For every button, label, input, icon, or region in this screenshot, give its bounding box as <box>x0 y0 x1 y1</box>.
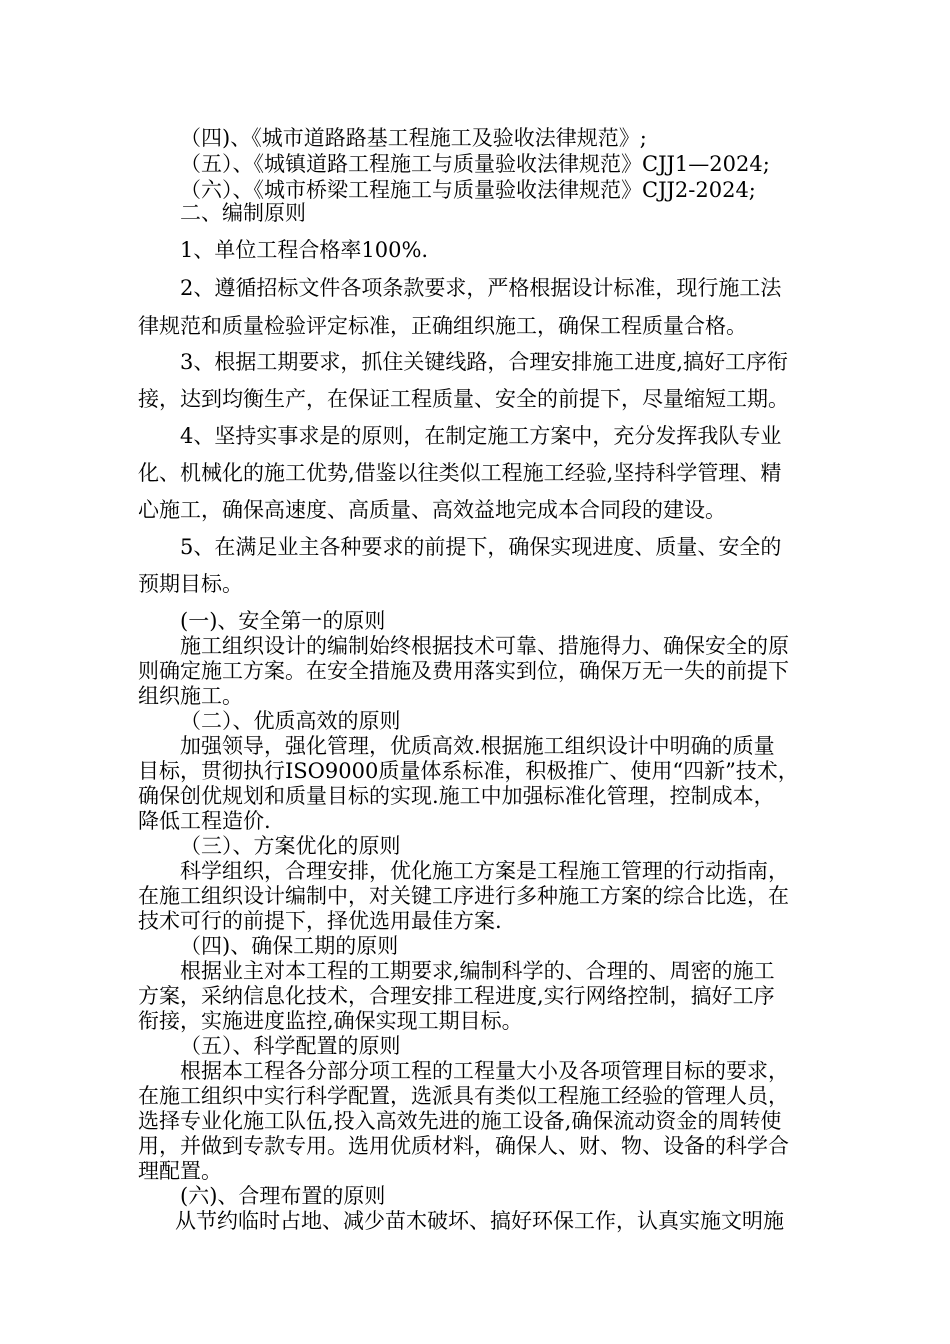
subsection-heading: （二）、优质高效的原则 <box>180 709 401 733</box>
body-line: 选择专业化施工队伍,投入高效先进的施工设备,确保流动资金的周转使 <box>138 1109 782 1133</box>
subsection-heading: （三）、方案优化的原则 <box>180 834 401 858</box>
body-line: 组织施工。 <box>138 684 243 708</box>
body-line: 在施工组织中实行科学配置，选派具有类似工程施工经验的管理人员， <box>138 1084 789 1108</box>
body-line: 根据业主对本工程的工期要求,编制科学的、合理的、周密的施工 <box>180 959 775 983</box>
body-line: 用，并做到专款专用。选用优质材料，确保人、财、物、设备的科学合 <box>138 1134 789 1158</box>
principle-paragraph: 4、坚持实事求是的原则，在制定施工方案中，充分发挥我队专业 <box>180 424 782 448</box>
principle-paragraph: 接，达到均衡生产，在保证工程质量、安全的前提下，尽量缩短工期。 <box>138 387 789 411</box>
body-line: 方案，采纳信息化技术，合理安排工程进度,实行网络控制，搞好工序 <box>138 984 775 1008</box>
body-line: 目标，贯彻执行ISO9000质量体系标准，积极推广、使用“四新”技术， <box>138 759 799 783</box>
subsection-heading: （四)、确保工期的原则 <box>180 934 399 958</box>
principle-paragraph: 1、单位工程合格率100%. <box>180 238 429 262</box>
principle-paragraph: 心施工，确保高速度、高质量、高效益地完成本合同段的建设。 <box>138 498 726 522</box>
body-line: 衔接，实施进度监控,确保实现工期目标。 <box>138 1009 523 1033</box>
subsection-heading: (六)、合理布置的原则 <box>180 1184 386 1208</box>
reference-item-6: （六）、《城市桥梁工程施工与质量验收法律规范》CJJ2-2024; <box>180 178 756 202</box>
body-line: 则确定施工方案。在安全措施及费用落实到位，确保万无一失的前提下 <box>138 659 789 683</box>
body-line: 施工组织设计的编制始终根据技术可靠、措施得力、确保安全的原 <box>180 634 789 658</box>
principle-paragraph: 3、根据工期要求，抓住关键线路，合理安排施工进度,搞好工序衔 <box>180 350 789 374</box>
principle-paragraph: 预期目标。 <box>138 572 243 596</box>
section-heading: 二、编制原则 <box>180 201 306 225</box>
principle-paragraph: 5、在满足业主各种要求的前提下，确保实现进度、质量、安全的 <box>180 535 782 559</box>
subsection-heading: （五）、科学配置的原则 <box>180 1034 401 1058</box>
body-line: 加强领导，强化管理，优质高效.根据施工组织设计中明确的质量 <box>180 734 775 758</box>
reference-item-4: （四)、《城市道路路基工程施工及验收法律规范》; <box>180 126 647 150</box>
body-line: 科学组织，合理安排，优化施工方案是工程施工管理的行动指南， <box>180 859 789 883</box>
principle-paragraph: 律规范和质量检验评定标准，正确组织施工，确保工程质量合格。 <box>138 314 747 338</box>
body-line: 从节约临时占地、减少苗木破坏、搞好环保工作，认真实施文明施 <box>175 1209 784 1233</box>
subsection-heading: (一)、安全第一的原则 <box>180 609 386 633</box>
principle-paragraph: 2、遵循招标文件各项条款要求，严格根据设计标准，现行施工法 <box>180 276 782 300</box>
body-line: 降低工程造价. <box>138 809 271 833</box>
principle-paragraph: 化、机械化的施工优势,借鉴以往类似工程施工经验,坚持科学管理、精 <box>138 461 782 485</box>
body-line: 在施工组织设计编制中，对关键工序进行多种施工方案的综合比选，在 <box>138 884 789 908</box>
body-line: 技术可行的前提下，择优选用最佳方案. <box>138 909 502 933</box>
body-line: 理配置。 <box>138 1159 222 1183</box>
body-line: 确保创优规划和质量目标的实现.施工中加强标准化管理，控制成本， <box>138 784 775 808</box>
reference-item-5: （五）、《城镇道路工程施工与质量验收法律规范》CJJ1—2024; <box>180 152 770 176</box>
body-line: 根据本工程各分部分项工程的工程量大小及各项管理目标的要求， <box>180 1059 789 1083</box>
